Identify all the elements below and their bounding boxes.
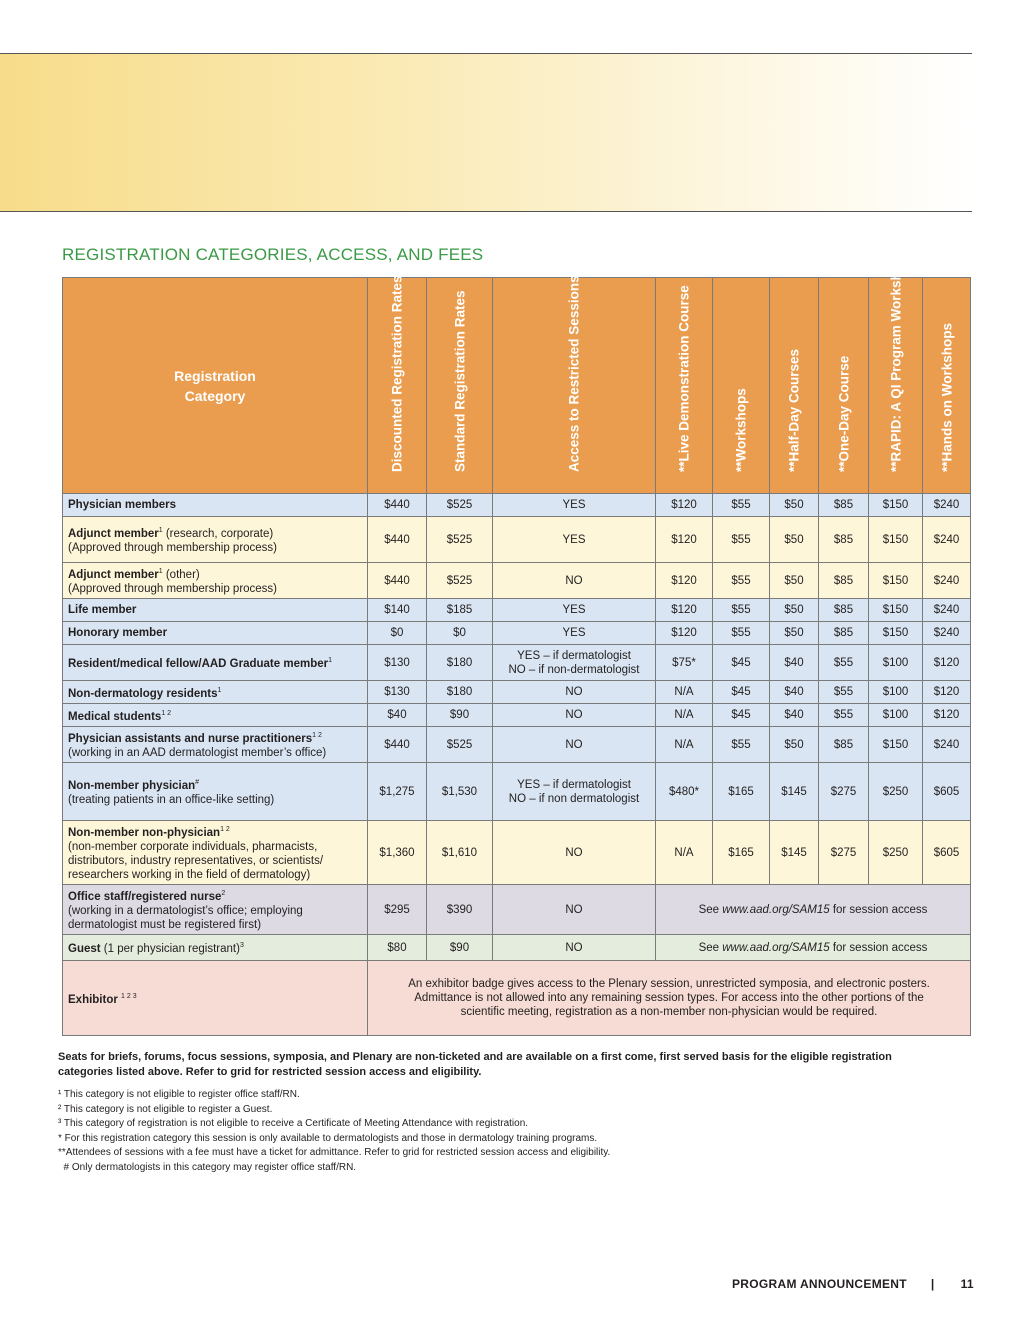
cell: $120: [923, 704, 971, 727]
cell: $85: [819, 517, 869, 563]
row-category: Physician members: [63, 494, 368, 517]
table-row: [63, 935, 971, 961]
cell: $525: [427, 727, 493, 763]
cell: $275: [819, 763, 869, 821]
cell: $440: [368, 563, 427, 599]
cell: $240: [923, 563, 971, 599]
header-workshops: **Workshops: [713, 278, 770, 494]
cell: YES: [493, 494, 656, 517]
cell: $55: [713, 494, 770, 517]
cell: $55: [713, 517, 770, 563]
cell: $45: [713, 645, 770, 681]
header-one-day: **One-Day Course: [819, 278, 869, 494]
cell: $440: [368, 494, 427, 517]
cell: NO: [493, 704, 656, 727]
cell: $120: [656, 517, 713, 563]
cell: $100: [869, 681, 923, 704]
cell: $100: [869, 704, 923, 727]
cell: $150: [869, 599, 923, 622]
section-title: REGISTRATION CATEGORIES, ACCESS, AND FEES: [62, 245, 484, 264]
row-category: Medical students$^{1 2}$: [63, 704, 368, 727]
table-row: [63, 763, 971, 821]
header-restricted-access: Access to Restricted Sessions?: [493, 278, 656, 494]
cell: $40: [770, 681, 819, 704]
cell: $55: [819, 681, 869, 704]
cell: $605: [923, 821, 971, 885]
cell: N/A: [656, 704, 713, 727]
cell: $55: [713, 727, 770, 763]
header-standard-rates: Standard Registration Rates: [427, 278, 493, 494]
cell: $55: [713, 622, 770, 645]
footnote: ³ This category of registration is not eligible to receive a Certificate of Meeting Attendance with registration.: [58, 1118, 529, 1129]
header-rapid: **RAPID: A QI Program Workshop: [869, 278, 923, 494]
cell: $180: [427, 645, 493, 681]
cell: $1,610: [427, 821, 493, 885]
cell: $75*: [656, 645, 713, 681]
row-category: Non-member non-physician$^{1 2}$ (non-member corporate individuals, pharmacists, distributors, industry representatives, or scientists/ researchers working in the field of dermatology): [63, 821, 368, 885]
footnote: ² This category is not eligible to register a Guest.: [58, 1103, 273, 1115]
table-row: [63, 885, 971, 935]
cell: $50: [770, 599, 819, 622]
cell: $120: [923, 645, 971, 681]
row-category: Resident/medical fellow/AAD Graduate member$^1$: [63, 645, 368, 681]
cell: $0: [427, 622, 493, 645]
cell: $0: [368, 622, 427, 645]
cell: $50: [770, 622, 819, 645]
cell: $55: [713, 563, 770, 599]
table-row: [63, 517, 971, 563]
cell: $120: [656, 622, 713, 645]
cell: $605: [923, 763, 971, 821]
header-discounted-rates: Discounted Registration Rates: [368, 278, 427, 494]
cell: YES: [493, 599, 656, 622]
exhibitor-access-note: An exhibitor badge gives access to the Plenary session, unrestricted symposia, and electronic posters. Admittance is not allowed into any remaining session types. For access into the other portions of the scientific meeting, registration as a non-member non-physician would be required.: [368, 961, 971, 1036]
cell: $390: [427, 885, 493, 935]
header-row: [63, 278, 971, 494]
cell: NO: [493, 727, 656, 763]
cell: $240: [923, 599, 971, 622]
footnotes: [58, 1088, 610, 1175]
cell: $50: [770, 727, 819, 763]
cell: $240: [923, 622, 971, 645]
cell: N/A: [656, 681, 713, 704]
cell: YES: [493, 622, 656, 645]
row-category: Exhibitor $^{1 2 3}$: [63, 961, 368, 1036]
cell: N/A: [656, 727, 713, 763]
session-link[interactable]: www.aad.org/SAM15: [722, 941, 830, 954]
cell: $240: [923, 494, 971, 517]
cell: NO: [493, 563, 656, 599]
cell: $120: [656, 599, 713, 622]
header-band: [0, 54, 972, 211]
cell: $55: [819, 645, 869, 681]
cell: $150: [869, 517, 923, 563]
cell: $1,360: [368, 821, 427, 885]
cell: $440: [368, 517, 427, 563]
cell: $90: [427, 704, 493, 727]
row-category: Honorary member: [63, 622, 368, 645]
cell: $1,530: [427, 763, 493, 821]
cell: $120: [656, 563, 713, 599]
cell: $250: [869, 821, 923, 885]
cell: $250: [869, 763, 923, 821]
cell: $90: [427, 935, 493, 961]
cell: $150: [869, 563, 923, 599]
table-row: [63, 494, 971, 517]
cell: NO: [493, 821, 656, 885]
cell: $165: [713, 821, 770, 885]
table-row: [63, 821, 971, 885]
row-category: Adjunct member$^1$ (research, corporate) (Approved through membership process): [63, 517, 368, 563]
cell: $40: [770, 704, 819, 727]
cell: $50: [770, 494, 819, 517]
cell: $165: [713, 763, 770, 821]
cell: $85: [819, 599, 869, 622]
cell: $240: [923, 727, 971, 763]
row-category: Non-dermatology residents$^1$: [63, 681, 368, 704]
cell: $150: [869, 494, 923, 517]
cell: $145: [770, 763, 819, 821]
cell: $130: [368, 645, 427, 681]
cell: $55: [713, 599, 770, 622]
cell: $480*: [656, 763, 713, 821]
footnote: ¹ This category is not eligible to register office staff/RN.: [58, 1089, 300, 1100]
band-rule: [0, 211, 972, 212]
footnote: **Attendees of sessions with a fee must have a ticket for admittance. Refer to grid for restricted session access and eligibility.: [58, 1147, 611, 1158]
cell: $150: [869, 622, 923, 645]
row-category: Physician assistants and nurse practitioners$^{1 2}$ (working in an AAD dermatologist member’s office): [63, 727, 368, 763]
header-hands-on: **Hands on Workshops: [923, 278, 971, 494]
cell: $145: [770, 821, 819, 885]
session-link[interactable]: www.aad.org/SAM15: [722, 903, 830, 916]
cell: $40: [368, 704, 427, 727]
cell: N/A: [656, 821, 713, 885]
cell: $440: [368, 727, 427, 763]
cell: $240: [923, 517, 971, 563]
seating-note: Seats for briefs, forums, focus sessions, symposia, and Plenary are non-ticketed and are available on a first come, first served basis for the eligible registration categories listed above. Refer to grid for restricted session access and eligibility.: [58, 1051, 892, 1078]
header-category: Registration Category: [63, 278, 368, 494]
header-live-demo: **Live Demonstration Course: [656, 278, 713, 494]
cell: $85: [819, 727, 869, 763]
table-row: [63, 961, 971, 1036]
footnote: * For this registration category this session is only available to dermatologists and those in dermatology training programs.: [58, 1132, 598, 1144]
page-number: 11: [960, 1277, 974, 1291]
cell: $525: [427, 563, 493, 599]
cell: $85: [819, 494, 869, 517]
session-access-note: See www.aad.org/SAM15 for session access: [656, 935, 971, 961]
table-row: [63, 704, 971, 727]
cell: $100: [869, 645, 923, 681]
header-half-day: **Half-Day Courses: [770, 278, 819, 494]
cell: $1,275: [368, 763, 427, 821]
cell: $275: [819, 821, 869, 885]
row-category: Non-member physician# (treating patients in an office-like setting): [63, 763, 368, 821]
cell: $85: [819, 563, 869, 599]
cell: $50: [770, 517, 819, 563]
cell: $180: [427, 681, 493, 704]
cell: $55: [819, 704, 869, 727]
row-category: Guest (1 per physician registrant)$^3$: [63, 935, 368, 961]
cell: $130: [368, 681, 427, 704]
table-row: [63, 727, 971, 763]
cell: $40: [770, 645, 819, 681]
table-row: [63, 645, 971, 681]
cell: NO: [493, 681, 656, 704]
cell: $120: [656, 494, 713, 517]
cell: $80: [368, 935, 427, 961]
cell: $50: [770, 563, 819, 599]
table-row: [63, 599, 971, 622]
table-row: [63, 681, 971, 704]
footer-separator: |: [930, 1277, 935, 1291]
cell: YES – if dermatologist NO – if non-dermatologist: [493, 645, 656, 681]
fees-table: [62, 255, 971, 1036]
cell: $150: [869, 727, 923, 763]
footer-label: PROGRAM ANNOUNCEMENT: [732, 1277, 907, 1291]
cell: NO: [493, 935, 656, 961]
cell: $120: [923, 681, 971, 704]
cell: $45: [713, 704, 770, 727]
table-row: [63, 622, 971, 645]
cell: $85: [819, 622, 869, 645]
cell: $525: [427, 494, 493, 517]
cell: $185: [427, 599, 493, 622]
cell: $295: [368, 885, 427, 935]
session-access-note: See www.aad.org/SAM15 for session access: [656, 885, 971, 935]
cell: $45: [713, 681, 770, 704]
cell: $140: [368, 599, 427, 622]
cell: YES – if dermatologist NO – if non dermatologist: [493, 763, 656, 821]
page-footer: [732, 1277, 974, 1291]
row-category: Office staff/registered nurse$^2$ (working in a dermatologist’s office; employing dermatologist must be registered first): [63, 885, 368, 935]
table-row: [63, 563, 971, 599]
cell: YES: [493, 517, 656, 563]
cell: NO: [493, 885, 656, 935]
cell: $525: [427, 517, 493, 563]
footnote: # Only dermatologists in this category may register office staff/RN.: [58, 1161, 357, 1173]
row-category: Life member: [63, 599, 368, 622]
row-category: Adjunct member$^1$ (other) (Approved through membership process): [63, 563, 368, 599]
